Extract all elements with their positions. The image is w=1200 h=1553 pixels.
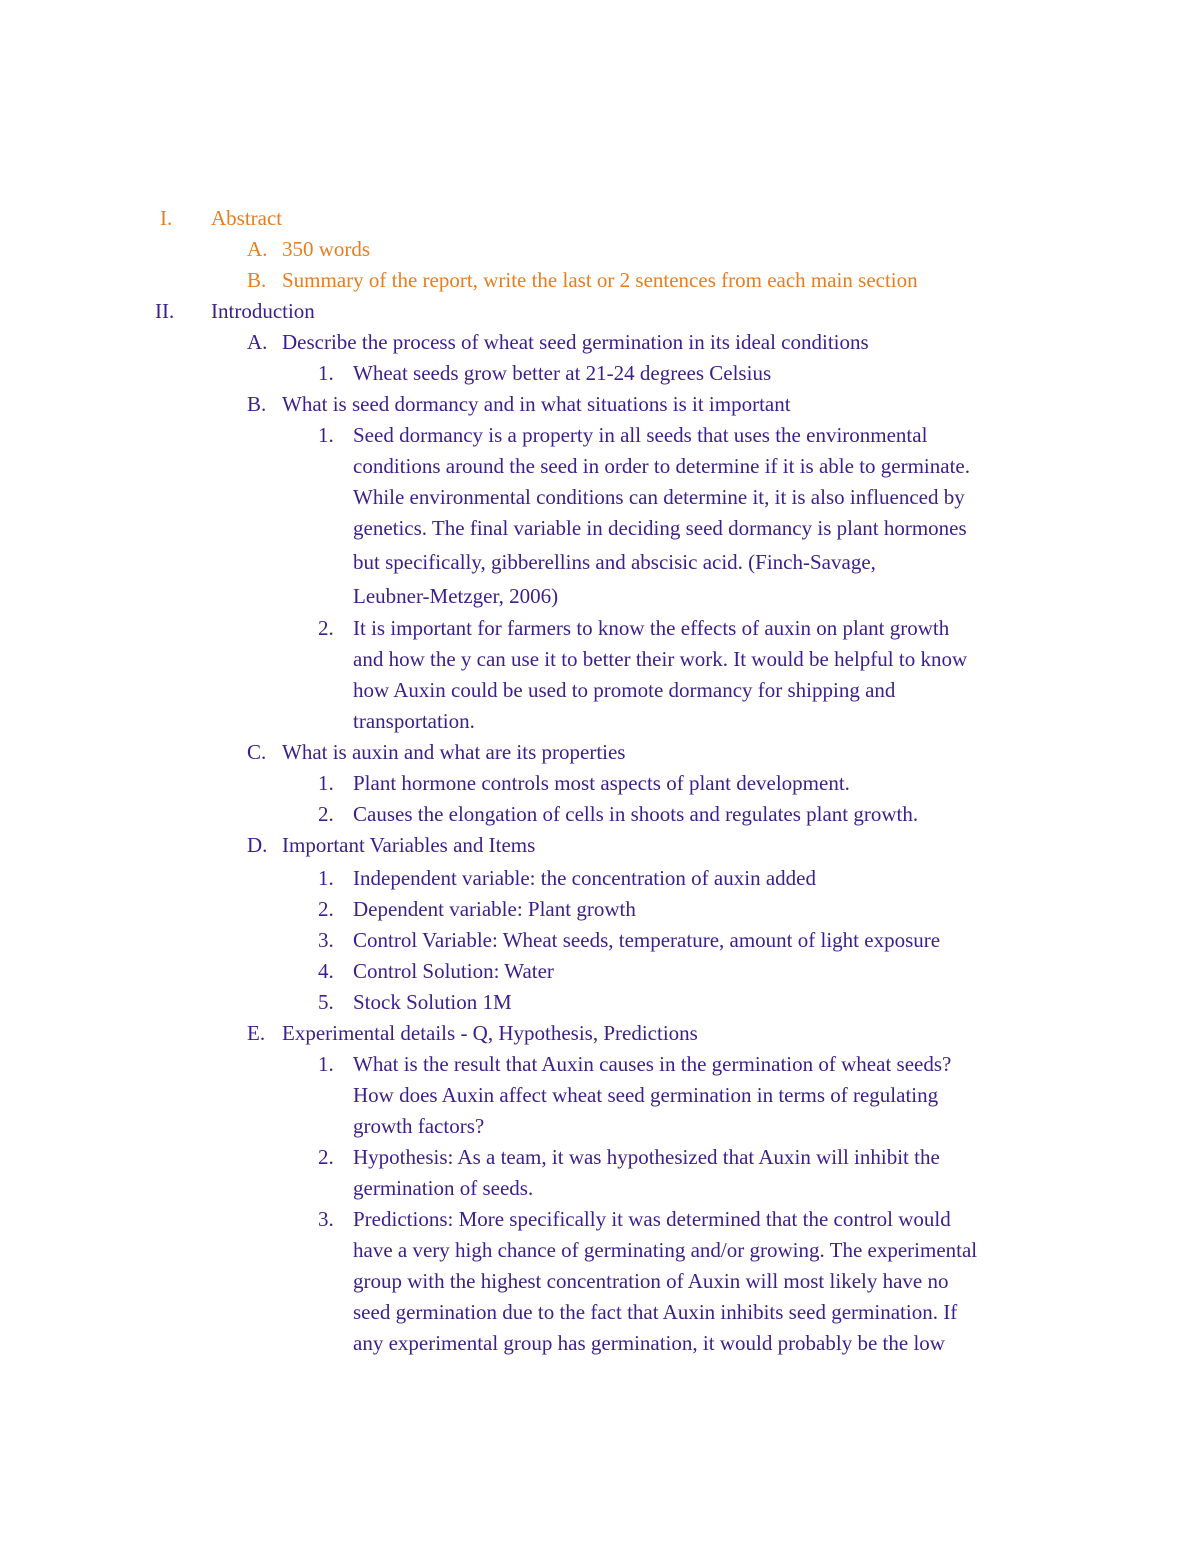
- subitem-marker: 1.: [318, 423, 334, 447]
- item-abstract-word-count: 350 words: [282, 237, 371, 261]
- item-marker-abstract-a: A.: [247, 237, 268, 261]
- subitem-text-line: Hypothesis: As a team, it was hypothesized that Auxin will inhibit the: [353, 1145, 940, 1169]
- subitem-text-line: growth factors?: [353, 1114, 485, 1138]
- subitem-text-line: group with the highest concentration of Auxin will most likely have no: [353, 1269, 949, 1293]
- subitem-text-line: Independent variable: the concentration of auxin added: [353, 866, 816, 890]
- section-marker-abstract: I.: [160, 206, 173, 230]
- subitem-text-line: It is important for farmers to know the effects of auxin on plant growth: [353, 616, 950, 640]
- subitem-marker: 1.: [318, 771, 334, 795]
- subitem-text-line: seed germination due to the fact that Auxin inhibits seed germination. If: [353, 1300, 958, 1324]
- subitem-marker: 2.: [318, 897, 334, 921]
- item-marker-intro-b: B.: [247, 392, 267, 416]
- item-abstract-summary: Summary of the report, write the last or 2 sentences from each main section: [282, 268, 918, 292]
- subitem-text-line: Predictions: More specifically it was determined that the control would: [353, 1207, 951, 1231]
- item-marker-intro-a: A.: [247, 330, 268, 354]
- subitem-marker: 3.: [318, 1207, 334, 1231]
- subitem-text-line: Wheat seeds grow better at 21-24 degrees Celsius: [353, 361, 772, 385]
- item-marker-intro-e: E.: [247, 1021, 266, 1045]
- subitem-marker: 2.: [318, 1145, 334, 1169]
- subitem-marker: 2.: [318, 616, 334, 640]
- subitem-marker: 1.: [318, 1052, 334, 1076]
- subitem-text-line: How does Auxin affect wheat seed germination in terms of regulating: [353, 1083, 939, 1107]
- subitem-text-line: While environmental conditions can determine it, it is also influenced by: [353, 485, 965, 509]
- subitem-marker: 4.: [318, 959, 334, 983]
- section-title-abstract: Abstract: [211, 206, 283, 230]
- subitem-text-line: conditions around the seed in order to determine if it is able to germinate.: [353, 454, 970, 478]
- subitem-text-line: Dependent variable: Plant growth: [353, 897, 636, 921]
- subitem-marker: 5.: [318, 990, 334, 1014]
- subitem-text-line: but specifically, gibberellins and abscisic acid. (Finch-Savage,: [353, 550, 876, 574]
- item-experimental-details: Experimental details - Q, Hypothesis, Predictions: [282, 1021, 698, 1045]
- subitem-text-line: Leubner-Metzger, 2006): [353, 584, 559, 608]
- subitem-text-line: genetics. The final variable in deciding seed dormancy is plant hormones: [353, 516, 967, 540]
- subitem-text-line: Plant hormone controls most aspects of plant development.: [353, 771, 850, 795]
- subitem-text-line: Seed dormancy is a property in all seeds that uses the environmental: [353, 423, 928, 447]
- subitem-text-line: and how the y can use it to better their work. It would be helpful to know: [353, 647, 968, 671]
- item-marker-intro-d: D.: [247, 833, 268, 857]
- subitem-text-line: any experimental group has germination, it would probably be the low: [353, 1331, 945, 1355]
- item-germination-process: Describe the process of wheat seed germination in its ideal conditions: [282, 330, 869, 354]
- item-marker-intro-c: C.: [247, 740, 267, 764]
- subitem-text-line: how Auxin could be used to promote dormancy for shipping and: [353, 678, 896, 702]
- item-auxin-properties: What is auxin and what are its properties: [282, 740, 626, 764]
- section-marker-introduction: II.: [155, 299, 175, 323]
- subitem-marker: 1.: [318, 866, 334, 890]
- subitem-text-line: What is the result that Auxin causes in the germination of wheat seeds?: [353, 1052, 952, 1076]
- section-title-introduction: Introduction: [211, 299, 315, 323]
- subitem-text-line: Causes the elongation of cells in shoots and regulates plant growth.: [353, 802, 919, 826]
- subitem-text-line: Control Variable: Wheat seeds, temperature, amount of light exposure: [353, 928, 941, 952]
- item-seed-dormancy: What is seed dormancy and in what situations is it important: [282, 392, 791, 416]
- subitem-text-line: Stock Solution 1M: [353, 990, 512, 1014]
- subitem-marker: 3.: [318, 928, 334, 952]
- item-marker-abstract-b: B.: [247, 268, 267, 292]
- subitem-marker: 1.: [318, 361, 334, 385]
- subitem-text-line: transportation.: [353, 709, 475, 733]
- subitem-marker: 2.: [318, 802, 334, 826]
- subitem-text-line: have a very high chance of germinating and/or growing. The experimental: [353, 1238, 978, 1262]
- subitem-text-line: Control Solution: Water: [353, 959, 554, 983]
- subitem-text-line: germination of seeds.: [353, 1176, 534, 1200]
- item-variables: Important Variables and Items: [282, 833, 536, 857]
